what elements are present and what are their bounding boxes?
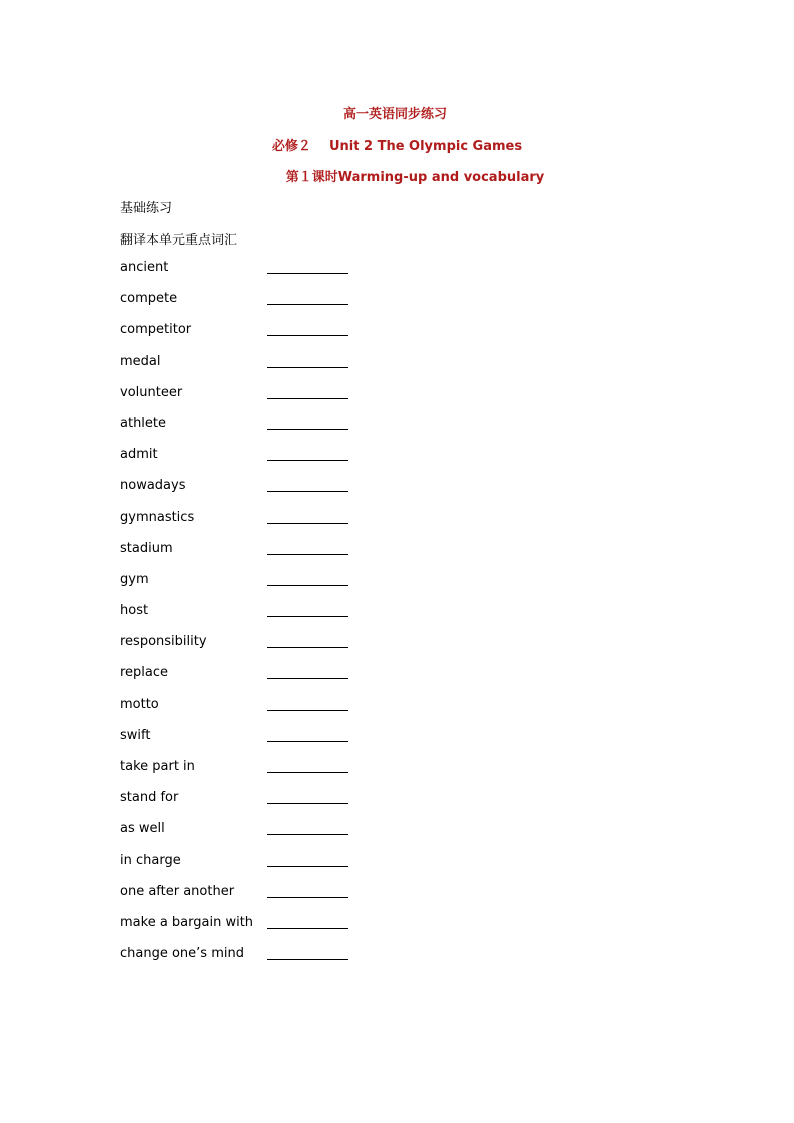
vocab-row	[120, 697, 360, 728]
vocab-row	[120, 759, 360, 790]
instruction-text: 翻译本单元重点词汇	[120, 233, 238, 248]
answer-blank[interactable]	[267, 304, 348, 305]
vocab-word: medal	[120, 353, 161, 369]
answer-blank[interactable]	[267, 647, 348, 648]
answer-blank[interactable]	[267, 491, 348, 492]
vocab-row	[120, 821, 360, 852]
vocab-row	[120, 416, 360, 447]
vocab-row	[120, 728, 360, 759]
answer-blank[interactable]	[267, 710, 348, 711]
vocab-word: competitor	[120, 322, 192, 338]
answer-blank[interactable]	[267, 772, 348, 773]
vocab-word: in charge	[120, 852, 181, 868]
answer-blank[interactable]	[267, 335, 348, 336]
answer-blank[interactable]	[267, 273, 348, 274]
vocab-word: motto	[120, 696, 159, 712]
answer-blank[interactable]	[267, 834, 348, 835]
answer-blank[interactable]	[267, 866, 348, 867]
vocab-word: gym	[120, 571, 149, 587]
vocab-word: athlete	[120, 415, 167, 431]
vocab-word: stand for	[120, 790, 179, 806]
vocab-row	[120, 447, 360, 478]
vocab-row	[120, 915, 360, 946]
vocab-row	[120, 665, 360, 696]
vocab-word: take part in	[120, 759, 195, 774]
answer-blank[interactable]	[267, 678, 348, 679]
worksheet-title: 高一英语同步练习	[342, 107, 447, 122]
vocab-word: volunteer	[120, 384, 183, 400]
vocab-row	[120, 260, 360, 291]
vocab-row	[120, 385, 360, 416]
answer-blank[interactable]	[267, 429, 348, 430]
answer-blank[interactable]	[267, 897, 348, 898]
vocab-word: one after another	[120, 883, 235, 899]
vocab-row	[120, 603, 360, 634]
vocab-row	[120, 510, 360, 541]
vocab-word: nowadays	[120, 478, 186, 494]
vocabulary-list	[120, 260, 360, 977]
vocab-row	[120, 478, 360, 509]
vocab-row	[120, 572, 360, 603]
vocab-row	[120, 354, 360, 385]
answer-blank[interactable]	[267, 554, 348, 555]
answer-blank[interactable]	[267, 398, 348, 399]
section-heading: 基础练习	[120, 201, 173, 216]
vocab-row	[120, 946, 360, 977]
vocab-word: compete	[120, 291, 178, 307]
vocab-word: as well	[120, 821, 165, 837]
vocab-row	[120, 884, 360, 915]
vocab-word: admit	[120, 447, 158, 463]
vocab-row	[120, 853, 360, 884]
vocab-row	[120, 322, 360, 353]
lesson-title: 第１课时Warming-up and vocabulary	[285, 170, 545, 185]
vocab-word: change one’s mind	[120, 946, 244, 962]
answer-blank[interactable]	[267, 928, 348, 929]
answer-blank[interactable]	[267, 803, 348, 804]
vocab-row	[120, 634, 360, 665]
vocab-word: swift	[120, 727, 151, 743]
vocab-row	[120, 790, 360, 821]
vocab-word: host	[120, 603, 149, 619]
vocab-word: responsibility	[120, 634, 207, 650]
answer-blank[interactable]	[267, 959, 348, 960]
vocab-row	[120, 541, 360, 572]
vocab-word: stadium	[120, 540, 173, 556]
vocab-word: gymnastics	[120, 509, 195, 525]
answer-blank[interactable]	[267, 741, 348, 742]
answer-blank[interactable]	[267, 460, 348, 461]
vocab-word: make a bargain with	[120, 914, 254, 930]
vocab-word: replace	[120, 665, 169, 681]
answer-blank[interactable]	[267, 367, 348, 368]
unit-title: 必修２ Unit 2 The Olympic Games	[271, 139, 523, 154]
answer-blank[interactable]	[267, 585, 348, 586]
answer-blank[interactable]	[267, 616, 348, 617]
vocab-word: ancient	[120, 260, 169, 275]
vocab-row	[120, 291, 360, 322]
answer-blank[interactable]	[267, 523, 348, 524]
